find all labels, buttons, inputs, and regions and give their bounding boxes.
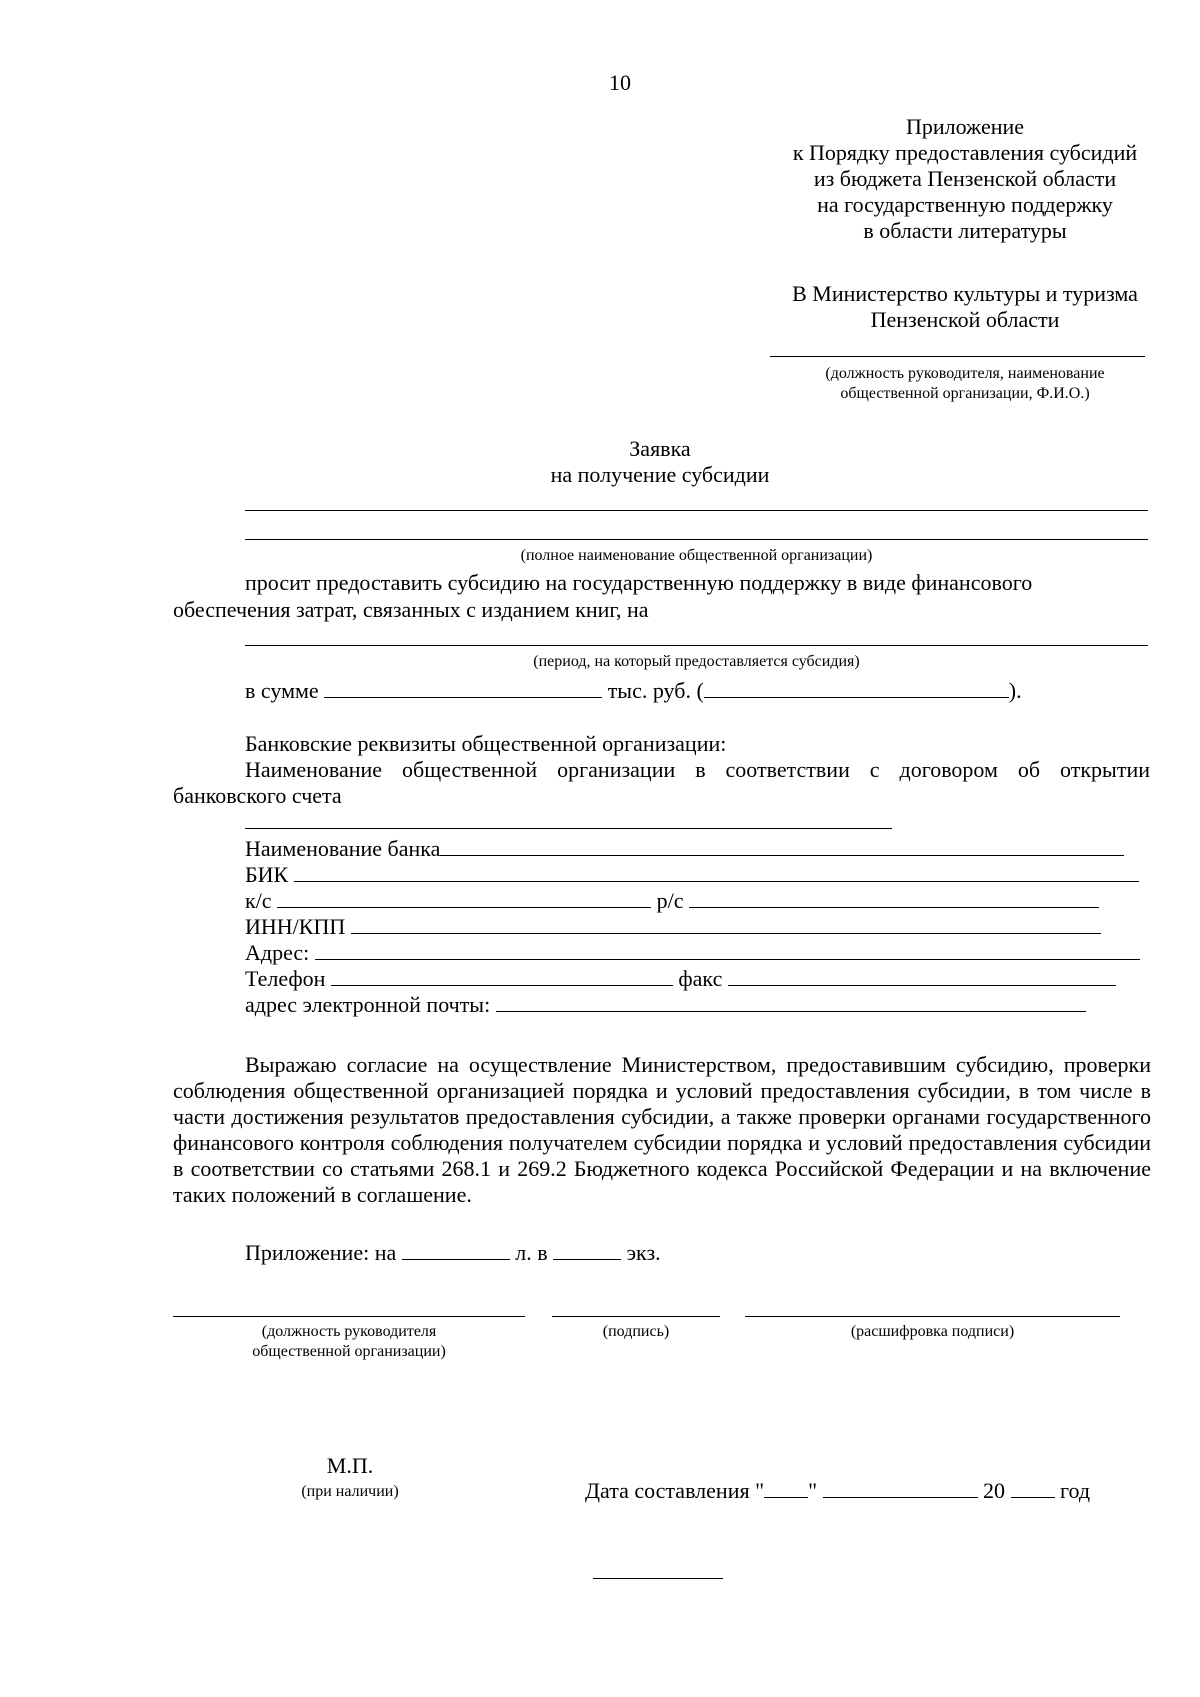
amount-field[interactable] <box>324 679 602 698</box>
date-quote: " <box>808 1478 818 1503</box>
email-field[interactable] <box>496 993 1086 1012</box>
address-label: Адрес: <box>245 940 310 965</box>
phone-fax-row <box>245 966 1116 992</box>
position-caption <box>173 1322 525 1362</box>
appendix-line: из бюджета Пензенской области <box>813 166 1117 191</box>
title-line: Заявка <box>629 436 691 461</box>
date-year-prefix: 20 <box>983 1478 1006 1503</box>
org-name-fill-line[interactable] <box>245 539 1148 540</box>
request-text-line: обеспечения затрат, связанных с изданием книг, на <box>173 597 649 622</box>
amount-unit: тыс. руб. ( <box>607 678 704 703</box>
decoding-line[interactable] <box>745 1316 1120 1317</box>
phone-field[interactable] <box>331 967 673 986</box>
fax-label: факс <box>678 966 723 991</box>
bank-name-row <box>245 836 1124 862</box>
email-row <box>245 992 1086 1018</box>
bik-field[interactable] <box>294 863 1139 882</box>
signature-line[interactable] <box>552 1316 720 1317</box>
end-divider <box>593 1578 723 1579</box>
request-text-line: просит предоставить субсидию на государственную поддержку в виде финансового <box>245 570 1033 595</box>
inn-kpp-label: ИНН/КПП <box>245 914 346 939</box>
position-sign-line[interactable] <box>173 1316 525 1317</box>
bik-row <box>245 862 1139 888</box>
attachment-row <box>245 1240 661 1266</box>
title-line: на получение субсидии <box>550 462 770 487</box>
bank-account-name-line: банковского счета <box>173 783 342 808</box>
bik-label: БИК <box>245 862 289 887</box>
rs-label: р/с <box>656 888 684 913</box>
attachment-pages-field[interactable] <box>402 1241 510 1260</box>
addressee-caption-line: (должность руководителя, наименование <box>825 365 1105 382</box>
fax-field[interactable] <box>728 967 1116 986</box>
account-name-fill-line[interactable] <box>245 828 892 829</box>
address-row <box>245 940 1140 966</box>
consent-paragraph: Выражаю согласие на осуществление Министерством, предоставившим субсидию, проверки соблюдения общественной организацией порядка и условий предоставления субсидии, в том числе в части достижения результатов предоставления субсидии, а также проверки органами государственного финансового контроля соблюдения получателем субсидии порядка и условий предоставления субсидии в соответствии со статьями 268.1 и 269.2 Бюджетного кодекса Российской Федерации и на включение таких положений в соглашение. <box>173 1052 1151 1207</box>
accounts-row <box>245 888 1099 914</box>
addressee-line: Пензенской области <box>870 307 1060 332</box>
addressee-caption <box>745 364 1185 404</box>
date-day-field[interactable] <box>764 1479 808 1498</box>
attachment-label: Приложение: на <box>245 1240 397 1265</box>
ks-label: к/с <box>245 888 272 913</box>
amount-label: в сумме <box>245 678 319 703</box>
amount-words-field[interactable] <box>704 679 1009 698</box>
application-title <box>360 436 960 488</box>
inn-kpp-field[interactable] <box>351 915 1101 934</box>
position-caption-line: общественной организации) <box>252 1343 446 1360</box>
date-year-field[interactable] <box>1011 1479 1055 1498</box>
email-label: адрес электронной почты: <box>245 992 491 1017</box>
appendix-block <box>745 114 1185 244</box>
addressee-caption-line: общественной организации, Ф.И.О.) <box>840 385 1090 402</box>
phone-label: Телефон <box>245 966 326 991</box>
appendix-line: в области литературы <box>863 218 1067 243</box>
date-month-field[interactable] <box>823 1479 978 1498</box>
ks-field[interactable] <box>277 889 651 908</box>
date-label: Дата составления " <box>585 1478 765 1503</box>
bank-name-label: Наименование банка <box>245 836 441 861</box>
bank-account-name-line: Наименование общественной организации в соответствии с договором об открытии <box>245 757 1150 782</box>
addressee-fill-line[interactable] <box>770 356 1145 357</box>
stamp-label: М.П. <box>326 1453 374 1478</box>
date-row <box>585 1478 1090 1504</box>
bank-heading: Банковские реквизиты общественной организации: <box>245 731 727 756</box>
period-caption: (период, на который предоставляется субсидия) <box>533 653 860 670</box>
bank-name-field[interactable] <box>440 837 1124 856</box>
appendix-line: на государственную поддержку <box>817 192 1113 217</box>
amount-close: ). <box>1008 678 1022 703</box>
page-number: 10 <box>609 70 631 95</box>
date-year-suffix: год <box>1060 1478 1091 1503</box>
attachment-suffix: экз. <box>626 1240 661 1265</box>
addressee-line: В Министерство культуры и туризма <box>792 281 1138 306</box>
inn-kpp-row <box>245 914 1101 940</box>
signature-caption: (подпись) <box>602 1323 670 1340</box>
address-field[interactable] <box>315 941 1140 960</box>
addressee-block <box>745 281 1185 333</box>
period-fill-line[interactable] <box>245 645 1148 646</box>
appendix-line: Приложение <box>905 114 1025 139</box>
org-name-fill-line[interactable] <box>245 510 1148 511</box>
amount-row <box>245 678 1022 704</box>
position-caption-line: (должность руководителя <box>261 1323 437 1340</box>
attachment-middle: л. в <box>515 1240 548 1265</box>
rs-field[interactable] <box>689 889 1099 908</box>
attachment-copies-field[interactable] <box>553 1241 621 1260</box>
org-name-caption: (полное наименование общественной организации) <box>520 547 873 564</box>
decoding-caption: (расшифровка подписи) <box>850 1323 1015 1340</box>
appendix-line: к Порядку предоставления субсидий <box>792 140 1138 165</box>
stamp-caption: (при наличии) <box>301 1483 399 1500</box>
